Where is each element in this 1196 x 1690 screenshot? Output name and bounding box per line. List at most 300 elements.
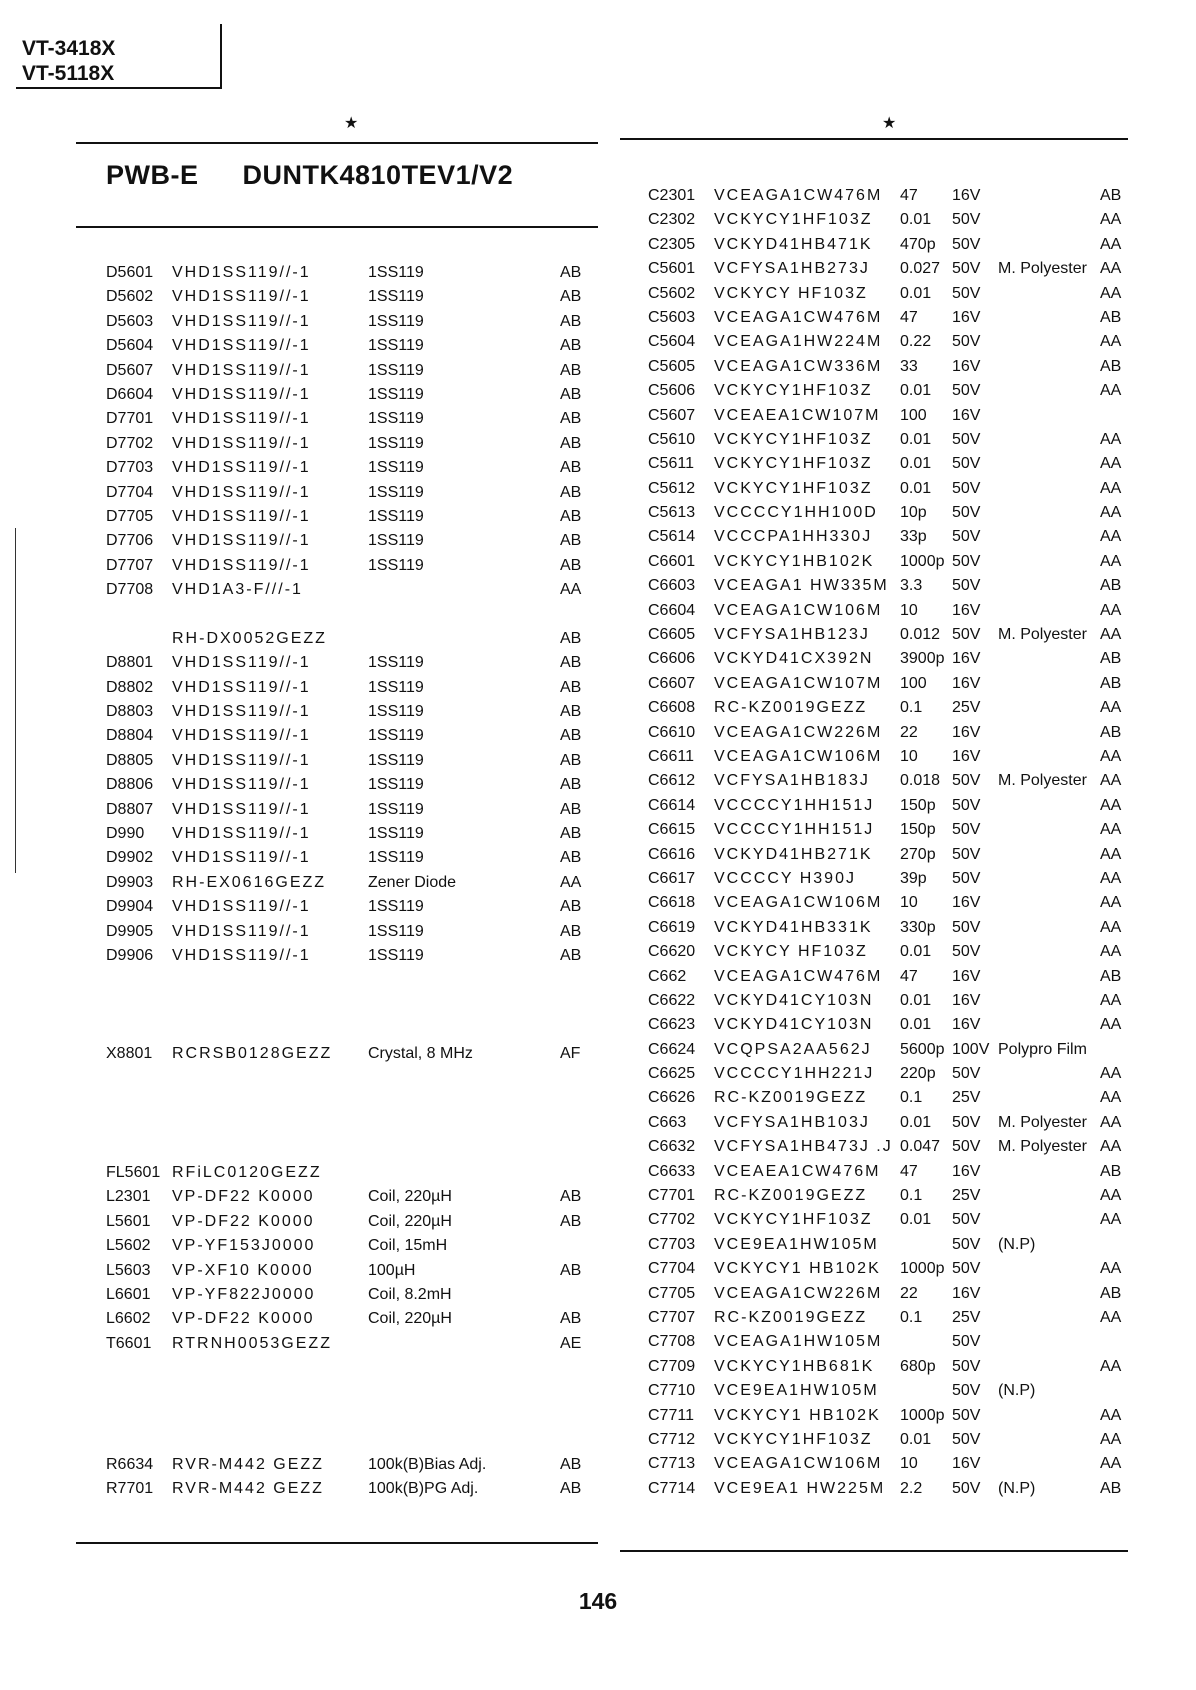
price-code: AA [1100, 1187, 1122, 1205]
voltage-rating: 25V [952, 699, 981, 717]
part-description: M. Polyester [998, 1138, 1087, 1156]
capacitance-value: 0.01 [900, 1113, 932, 1131]
price-code: AA [1100, 894, 1122, 912]
price-code: AB [1100, 1479, 1122, 1497]
part-number: VCEAGA1HW105M [714, 1333, 883, 1351]
parts-row [648, 675, 1128, 699]
price-code: AA [1100, 1406, 1122, 1424]
part-number: VCEAGA1CW106M [714, 894, 883, 912]
voltage-rating: 50V [952, 772, 981, 790]
voltage-rating: 16V [952, 187, 981, 204]
parts-row [648, 285, 1128, 309]
price-code: AA [1100, 601, 1122, 619]
capacitance-value: 470p [900, 235, 936, 253]
bottom-rule-right [620, 1550, 1128, 1552]
voltage-rating: 50V [952, 943, 981, 961]
voltage-rating: 50V [952, 577, 981, 595]
parts-row [106, 313, 596, 337]
parts-row [648, 821, 1128, 845]
part-description: 1SS119 [368, 654, 424, 672]
part-description: 1SS119 [368, 410, 424, 428]
part-number: VCKYD41HB331K [714, 918, 873, 936]
ref-designator: C7704 [648, 1260, 696, 1278]
ref-designator: D8803 [106, 703, 154, 721]
capacitance-value: 22 [900, 723, 918, 741]
ref-designator: D8806 [106, 776, 154, 794]
ref-designator: C6626 [648, 1089, 696, 1107]
price-code: AF [560, 1045, 581, 1062]
parts-row [648, 602, 1128, 626]
parts-row [648, 1065, 1128, 1089]
ref-designator: C6606 [648, 650, 696, 668]
ref-designator: C7710 [648, 1382, 696, 1400]
part-number: VHD1SS119//-1 [172, 922, 311, 940]
capacitance-value: 33p [900, 528, 927, 546]
part-number: VCKYCY1HF103Z [714, 430, 873, 448]
parts-row [106, 1310, 596, 1334]
part-number: VHD1A3-F///-1 [172, 581, 303, 599]
ref-designator: D5607 [106, 361, 154, 379]
parts-row [648, 650, 1128, 674]
price-code: AB [560, 385, 582, 403]
price-code: AB [560, 922, 582, 940]
part-number: VCKYD41HB471K [714, 235, 873, 253]
parts-row [106, 435, 596, 459]
star-mark: ★ [882, 115, 897, 132]
part-number: VHD1SS119//-1 [172, 776, 311, 794]
part-description: 1SS119 [368, 849, 424, 867]
part-number: VCE9EA1 HW225M [714, 1479, 886, 1497]
ref-designator: C6614 [648, 796, 696, 814]
part-description: 1SS119 [368, 776, 424, 794]
parts-row [106, 874, 596, 898]
ref-designator: L5603 [106, 1261, 151, 1279]
part-number: VCKYCY1HB102K [714, 552, 875, 570]
ref-designator: C662 [648, 967, 687, 985]
part-description: 1SS119 [368, 483, 424, 501]
part-number: VCKYCY1HF103Z [714, 455, 873, 473]
part-description: 1SS119 [368, 727, 424, 745]
ref-designator: C2302 [648, 211, 696, 229]
capacitance-value: 1000p [900, 552, 945, 570]
capacitance-value: 3900p [900, 650, 945, 668]
part-number: VCEAGA1CW107M [714, 674, 883, 692]
ref-designator: C5611 [648, 455, 694, 473]
model-box-divider [220, 24, 222, 87]
part-number: RVR-M442 GEZZ [172, 1480, 324, 1498]
parts-row [106, 532, 596, 556]
ref-designator: D7705 [106, 507, 154, 525]
part-description: 1SS119 [368, 556, 424, 574]
top-rule-right [620, 138, 1128, 140]
ref-designator: C6612 [648, 772, 696, 790]
ref-designator: C6619 [648, 918, 696, 936]
part-description: (N.P) [998, 1235, 1036, 1253]
capacitance-value: 10 [900, 601, 918, 619]
price-code: AB [560, 1212, 582, 1230]
parts-row [648, 797, 1128, 821]
capacitance-value: 10p [900, 504, 927, 522]
price-code: AA [1100, 699, 1122, 717]
price-code: AB [560, 312, 582, 330]
part-number: VCEAGA1CW476M [714, 308, 883, 326]
part-number: VCEAEA1CW476M [714, 1162, 881, 1180]
ref-designator: C7711 [648, 1406, 694, 1424]
ref-designator: C7714 [648, 1479, 696, 1497]
part-number: RC-KZ0019GEZZ [714, 699, 868, 717]
part-description: Crystal, 8 MHz [368, 1045, 473, 1062]
voltage-rating: 50V [952, 1211, 981, 1229]
part-description: 100k(B)PG Adj. [368, 1480, 479, 1498]
voltage-rating: 50V [952, 918, 981, 936]
capacitance-value: 0.01 [900, 455, 932, 473]
voltage-rating: 50V [952, 821, 981, 839]
capacitance-value: 0.047 [900, 1138, 941, 1156]
top-rule-left [76, 142, 598, 144]
section-title [106, 160, 513, 191]
voltage-rating: 50V [952, 1406, 981, 1424]
part-number: VHD1SS119//-1 [172, 556, 311, 574]
ref-designator: C6611 [648, 747, 694, 765]
capacitance-value: 39p [900, 869, 927, 887]
voltage-rating: 16V [952, 1455, 981, 1473]
parts-row [106, 557, 596, 581]
parts-row [648, 699, 1128, 723]
left-parts-group-resistors [106, 1456, 596, 1505]
part-number: RC-KZ0019GEZZ [714, 1089, 868, 1107]
part-number: RVR-M442 GEZZ [172, 1456, 324, 1473]
part-number: VCE9EA1HW105M [714, 1235, 879, 1253]
part-number: VHD1SS119//-1 [172, 678, 311, 696]
part-number: RTRNH0053GEZZ [172, 1334, 332, 1352]
part-number: VHD1SS119//-1 [172, 312, 311, 330]
ref-designator: C6617 [648, 869, 696, 887]
voltage-rating: 25V [952, 1187, 981, 1205]
part-number: VHD1SS119//-1 [172, 337, 311, 355]
price-code: AB [1100, 187, 1122, 204]
part-number: VCFYSA1HB183J [714, 772, 870, 790]
part-number: VCKYCY1HF103Z [714, 382, 873, 400]
parts-row [106, 362, 596, 386]
part-description: 1SS119 [368, 459, 424, 477]
capacitance-value: 0.01 [900, 211, 932, 229]
part-description: Coil, 220µH [368, 1212, 452, 1230]
ref-designator: D7703 [106, 459, 154, 477]
ref-designator: D8802 [106, 678, 154, 696]
part-description: 1SS119 [368, 532, 424, 550]
capacitance-value: 47 [900, 187, 918, 204]
capacitance-value: 0.01 [900, 382, 932, 400]
price-code: AB [1100, 357, 1122, 375]
price-code: AA [1100, 1430, 1122, 1448]
part-number: VCEAEA1CW107M [714, 406, 881, 424]
parts-row [106, 630, 596, 654]
price-code: AB [1100, 1162, 1122, 1180]
part-number: VP-DF22 K0000 [172, 1310, 315, 1328]
ref-designator: C6607 [648, 674, 696, 692]
part-number: VP-DF22 K0000 [172, 1188, 315, 1206]
model-box-underline [16, 87, 222, 89]
part-description: 1SS119 [368, 678, 424, 696]
part-number: VCEAGA1CW226M [714, 723, 883, 741]
price-code: AA [1100, 1357, 1122, 1375]
parts-row [648, 358, 1128, 382]
ref-designator: D8807 [106, 800, 154, 818]
ref-designator: L6602 [106, 1310, 151, 1328]
price-code: AA [1100, 382, 1122, 400]
parts-row [648, 455, 1128, 479]
part-number: VCFYSA1HB103J [714, 1113, 870, 1131]
capacitance-value: 0.1 [900, 1187, 923, 1205]
capacitance-value: 150p [900, 796, 936, 814]
ref-designator: D5602 [106, 288, 154, 306]
voltage-rating: 50V [952, 260, 981, 278]
ref-designator: C6633 [648, 1162, 696, 1180]
price-code: AB [560, 264, 582, 281]
part-number: VHD1SS119//-1 [172, 385, 311, 403]
part-number: VCCCCY1HH151J [714, 821, 875, 839]
part-number: VHD1SS119//-1 [172, 507, 311, 525]
part-number: VCKYD41CY103N [714, 1016, 874, 1034]
capacitance-value: 47 [900, 1162, 918, 1180]
pwb-label: PWB-E [106, 160, 199, 190]
parts-row [106, 801, 596, 825]
part-number: VHD1SS119//-1 [172, 264, 311, 281]
part-number: VCCCCY1HH100D [714, 504, 878, 522]
voltage-rating: 16V [952, 601, 981, 619]
ref-designator: D8801 [106, 654, 154, 672]
price-code: AA [1100, 528, 1122, 546]
ref-designator: C6620 [648, 943, 696, 961]
parts-row [648, 504, 1128, 528]
capacitance-value: 0.01 [900, 479, 932, 497]
ref-designator: C6603 [648, 577, 696, 595]
part-number: VHD1SS119//-1 [172, 654, 311, 672]
ref-designator: D9902 [106, 849, 154, 867]
part-description: M. Polyester [998, 772, 1087, 790]
part-number: VCKYCY1HB681K [714, 1357, 875, 1375]
price-code: AA [1100, 1260, 1122, 1278]
ref-designator: C5614 [648, 528, 696, 546]
ref-designator: C7707 [648, 1308, 696, 1326]
capacitance-value: 270p [900, 845, 936, 863]
capacitance-value: 330p [900, 918, 936, 936]
part-number: VCKYCY1HF103Z [714, 1430, 873, 1448]
parts-row [648, 1211, 1128, 1235]
capacitance-value: 10 [900, 747, 918, 765]
capacitance-value: 0.1 [900, 1089, 923, 1107]
part-number: VHD1SS119//-1 [172, 898, 311, 916]
parts-row [648, 992, 1128, 1016]
part-number: VHD1SS119//-1 [172, 824, 311, 842]
ref-designator: D5603 [106, 312, 154, 330]
parts-row [648, 187, 1128, 211]
ref-designator: C2305 [648, 235, 696, 253]
price-code: AB [560, 800, 582, 818]
parts-row [648, 1333, 1128, 1357]
ref-designator: L5601 [106, 1212, 151, 1230]
capacitance-value: 33 [900, 357, 918, 375]
voltage-rating: 16V [952, 1284, 981, 1302]
parts-row [648, 431, 1128, 455]
price-code: AB [560, 434, 582, 452]
voltage-rating: 25V [952, 1308, 981, 1326]
price-code: AA [1100, 772, 1122, 790]
parts-row [648, 1260, 1128, 1284]
voltage-rating: 16V [952, 308, 981, 326]
ref-designator: C5607 [648, 406, 696, 424]
ref-designator: C5613 [648, 504, 696, 522]
voltage-rating: 16V [952, 747, 981, 765]
ref-designator: D7708 [106, 581, 154, 599]
parts-row [648, 772, 1128, 796]
price-code: AB [560, 483, 582, 501]
voltage-rating: 16V [952, 674, 981, 692]
parts-row [648, 1455, 1128, 1479]
capacitance-value: 1000p [900, 1260, 945, 1278]
capacitance-value: 680p [900, 1357, 936, 1375]
part-number: RH-EX0616GEZZ [172, 873, 327, 891]
price-code: AB [560, 288, 582, 306]
ref-designator: C5601 [648, 260, 696, 278]
part-description: 1SS119 [368, 800, 424, 818]
price-code: AA [1100, 430, 1122, 448]
parts-row [106, 1286, 596, 1310]
capacitance-value: 0.1 [900, 699, 923, 717]
ref-designator: D9904 [106, 898, 154, 916]
parts-row [648, 943, 1128, 967]
ref-designator: C7709 [648, 1357, 696, 1375]
ref-designator: D7704 [106, 483, 154, 501]
part-description: 1SS119 [368, 288, 424, 306]
price-code: AB [560, 410, 582, 428]
price-code: AB [560, 703, 582, 721]
part-description: 1SS119 [368, 312, 424, 330]
parts-row [106, 1237, 596, 1261]
model-number: VT-5118X [22, 62, 115, 85]
ref-designator: C5606 [648, 382, 696, 400]
part-number: VCFYSA1HB123J [714, 626, 870, 644]
part-number: VCEAGA1CW106M [714, 1455, 883, 1473]
voltage-rating: 16V [952, 723, 981, 741]
parts-row [648, 1431, 1128, 1455]
voltage-rating: 25V [952, 1089, 981, 1107]
part-number: VCEAGA1CW106M [714, 601, 883, 619]
part-number: VCEAGA1 HW335M [714, 577, 889, 595]
part-number: RH-DX0052GEZZ [172, 629, 327, 647]
parts-row [648, 553, 1128, 577]
parts-row [648, 968, 1128, 992]
part-description: 1SS119 [368, 385, 424, 403]
part-number: VCE9EA1HW105M [714, 1382, 879, 1400]
price-code: AB [1100, 723, 1122, 741]
capacitance-value: 220p [900, 1065, 936, 1083]
ref-designator: L5602 [106, 1237, 151, 1255]
voltage-rating: 16V [952, 406, 981, 424]
ref-designator: D9903 [106, 873, 154, 891]
price-code: AA [1100, 211, 1122, 229]
voltage-rating: 50V [952, 528, 981, 546]
part-description: Coil, 15mH [368, 1237, 448, 1255]
price-code: AB [560, 946, 582, 964]
ref-designator: C6608 [648, 699, 696, 717]
part-description: 1SS119 [368, 751, 424, 769]
parts-row [106, 679, 596, 703]
parts-row [106, 1262, 596, 1286]
part-description: Coil, 8.2mH [368, 1285, 452, 1303]
part-number: VCKYD41HB271K [714, 845, 873, 863]
ref-designator: C5612 [648, 479, 696, 497]
ref-designator: C6622 [648, 991, 696, 1009]
price-code: AB [560, 459, 582, 477]
voltage-rating: 50V [952, 552, 981, 570]
capacitance-value: 0.01 [900, 991, 932, 1009]
price-code: AA [1100, 504, 1122, 522]
price-code: AA [1100, 455, 1122, 473]
voltage-rating: 16V [952, 1016, 981, 1034]
parts-row [106, 581, 596, 605]
part-number: VHD1SS119//-1 [172, 946, 311, 964]
part-number: VCEAGA1CW336M [714, 357, 883, 375]
ref-designator: C5610 [648, 430, 696, 448]
price-code: AA [1100, 1308, 1122, 1326]
ref-designator: C7702 [648, 1211, 696, 1229]
part-number: VHD1SS119//-1 [172, 800, 311, 818]
ref-designator: D9905 [106, 922, 154, 940]
voltage-rating: 50V [952, 1138, 981, 1156]
part-description: 1SS119 [368, 337, 424, 355]
parts-row [106, 1188, 596, 1212]
ref-designator: R7701 [106, 1480, 154, 1498]
price-code: AA [1100, 1089, 1122, 1107]
price-code: AB [560, 824, 582, 842]
voltage-rating: 50V [952, 1382, 981, 1400]
price-code: AA [1100, 821, 1122, 839]
parts-row [648, 577, 1128, 601]
part-description: 100µH [368, 1261, 416, 1279]
price-code: AB [1100, 674, 1122, 692]
part-number: VCEAGA1CW226M [714, 1284, 883, 1302]
capacitance-value: 0.012 [900, 626, 941, 644]
parts-row [106, 484, 596, 508]
part-number: VCKYCY1 HB102K [714, 1260, 881, 1278]
parts-row [106, 508, 596, 532]
part-number: VCCCCY1HH151J [714, 796, 875, 814]
part-number: VHD1SS119//-1 [172, 288, 311, 306]
part-description: 1SS119 [368, 264, 424, 281]
parts-row [648, 1480, 1128, 1504]
capacitance-value: 0.01 [900, 1016, 932, 1034]
star-mark: ★ [344, 115, 359, 132]
price-code: AB [1100, 308, 1122, 326]
voltage-rating: 50V [952, 333, 981, 351]
price-code: AB [560, 751, 582, 769]
voltage-rating: 50V [952, 235, 981, 253]
parts-row [648, 1407, 1128, 1431]
price-code: AB [560, 1480, 582, 1498]
part-number: VCKYCY1HF103Z [714, 211, 873, 229]
part-number: RCRSB0128GEZZ [172, 1045, 333, 1062]
capacitance-value: 5600p [900, 1040, 945, 1058]
price-code: AA [1100, 1211, 1122, 1229]
ref-designator: D990 [106, 824, 145, 842]
voltage-rating: 50V [952, 1357, 981, 1375]
ref-designator: C2301 [648, 187, 696, 204]
price-code: AA [1100, 845, 1122, 863]
price-code: AB [560, 532, 582, 550]
parts-row [106, 1335, 596, 1359]
voltage-rating: 50V [952, 430, 981, 448]
